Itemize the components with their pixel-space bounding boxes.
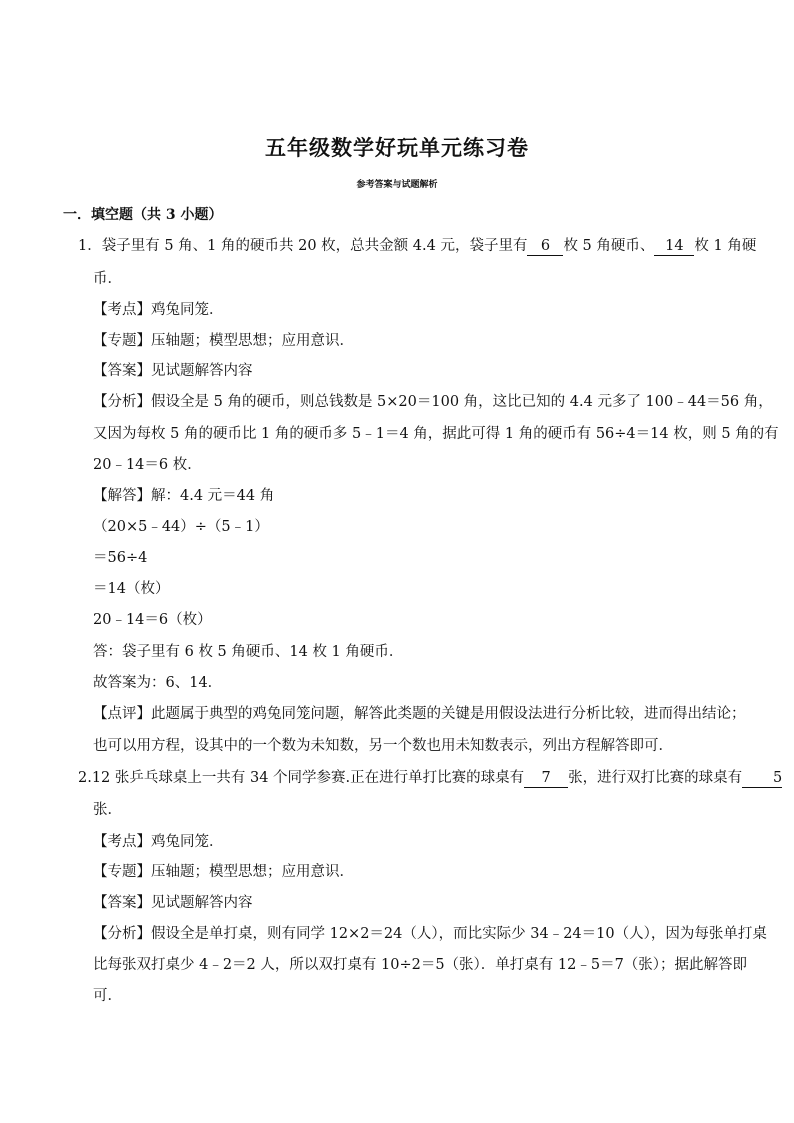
q2-fenxi-line-1 <box>93 924 767 944</box>
q1-jieda-line-6: 答：袋子里有 6 枚 5 角硬币、14 枚 1 角硬币． <box>93 644 404 660</box>
q1-kaodian-tag: 【考点】 <box>93 302 151 318</box>
q1-stem-text-c: 枚 1 角硬 <box>694 238 757 254</box>
q1-jieda-text-1: 解：4.4 元＝44 角 <box>151 488 275 504</box>
q1-daan-tag: 【答案】 <box>93 363 151 379</box>
q2-fenxi-line-2: 比每张双打桌少 4﹣2＝2 人，所以双打桌有 10÷2＝5（张）．单打桌有 12﹣5＝7（张）；据此解答即 <box>93 957 748 973</box>
document-title: 五年级数学好玩单元练习卷 <box>265 135 529 160</box>
q1-jieda-line-1 <box>93 486 274 506</box>
q2-zhuanti-tag: 【专题】 <box>93 864 151 880</box>
q1-answer-blank-2: 14 <box>654 237 694 256</box>
q2-fenxi-line-3: 可． <box>93 988 122 1004</box>
q2-zhuanti-text: 压轴题；模型思想；应用意识． <box>151 864 354 880</box>
q1-kaodian-text: 鸡兔同笼． <box>151 302 224 318</box>
q2-daan-text: 见试题解答内容 <box>151 895 253 911</box>
q1-jieda-line-2: （20×5﹣44）÷（5﹣1） <box>93 519 269 535</box>
q2-zhuanti <box>93 862 354 882</box>
q1-zhuanti <box>93 331 354 351</box>
q1-stem-text-a: 1．袋子里有 5 角、1 角的硬币共 20 枚，总共金额 4.4 元，袋子里有 <box>78 238 528 254</box>
q1-jieda-line-3: ＝56÷4 <box>93 550 148 566</box>
q1-daan <box>93 361 253 381</box>
q1-fenxi-tag: 【分析】 <box>93 394 151 410</box>
q1-jieda-line-7: 故答案为：6、14． <box>93 675 223 691</box>
q1-dianping-line-1 <box>93 704 746 724</box>
q2-daan-tag: 【答案】 <box>93 895 151 911</box>
q1-fenxi-line-2: 又因为每枚 5 角的硬币比 1 角的硬币多 5﹣1＝4 角，据此可得 1 角的硬币有 56÷4＝14 枚，则 5 角的有 <box>93 426 779 442</box>
q1-fenxi-line-3: 20﹣14＝6 枚． <box>93 457 202 473</box>
q1-jieda-tag: 【解答】 <box>93 488 151 504</box>
q1-stem-text-b: 枚 5 角硬币、 <box>563 238 655 254</box>
q1-zhuanti-tag: 【专题】 <box>93 333 151 349</box>
section-heading: 一．填空题（共 3 小题） <box>63 207 223 223</box>
q1-dianping-tag: 【点评】 <box>93 706 151 722</box>
q1-jieda-line-5: 20﹣14＝6（枚） <box>93 612 212 628</box>
q1-fenxi-line-1 <box>93 392 773 412</box>
q1-zhuanti-text: 压轴题；模型思想；应用意识． <box>151 333 354 349</box>
q2-daan <box>93 893 253 913</box>
q2-stem-line-2: 张． <box>93 802 122 818</box>
q1-fenxi-text-1: 假设全是 5 角的硬币，则总钱数是 5×20＝100 角，这比已知的 4.4 元多了 100﹣44＝56 角， <box>151 394 773 410</box>
q2-answer-blank-1: 7 <box>524 769 568 788</box>
q2-kaodian-text: 鸡兔同笼． <box>151 834 224 850</box>
q1-answer-blank-1: 6 <box>527 237 563 256</box>
q1-kaodian <box>93 300 224 320</box>
q2-fenxi-tag: 【分析】 <box>93 926 151 942</box>
q1-stem-line-2: 币． <box>93 271 122 287</box>
q2-answer-blank-2: 5 <box>742 769 782 788</box>
q2-fenxi-text-1: 假设全是单打桌，则有同学 12×2＝24（人），而比实际少 34﹣24＝10（人），因为每张单打桌 <box>151 926 767 942</box>
q2-kaodian-tag: 【考点】 <box>93 834 151 850</box>
q1-jieda-line-4: ＝14（枚） <box>93 581 170 597</box>
q2-stem-text-a: 2.12 张乒乓球桌上一共有 34 个同学参赛.正在进行单打比赛的球桌有 <box>78 770 525 786</box>
q2-stem-text-b: 张，进行双打比赛的球桌有 <box>568 770 743 786</box>
q1-daan-text: 见试题解答内容 <box>151 363 253 379</box>
q1-stem-line-1 <box>78 236 756 256</box>
q2-kaodian <box>93 832 224 852</box>
q1-dianping-line-2: 也可以用方程，设其中的一个数为未知数，另一个数也用未知数表示，列出方程解答即可． <box>93 738 673 754</box>
q2-stem-line-1 <box>78 768 782 788</box>
q1-dianping-text-1: 此题属于典型的鸡兔同笼问题，解答此类题的关键是用假设法进行分析比较，进而得出结论； <box>151 706 746 722</box>
document-subtitle: 参考答案与试题解析 <box>356 180 438 190</box>
